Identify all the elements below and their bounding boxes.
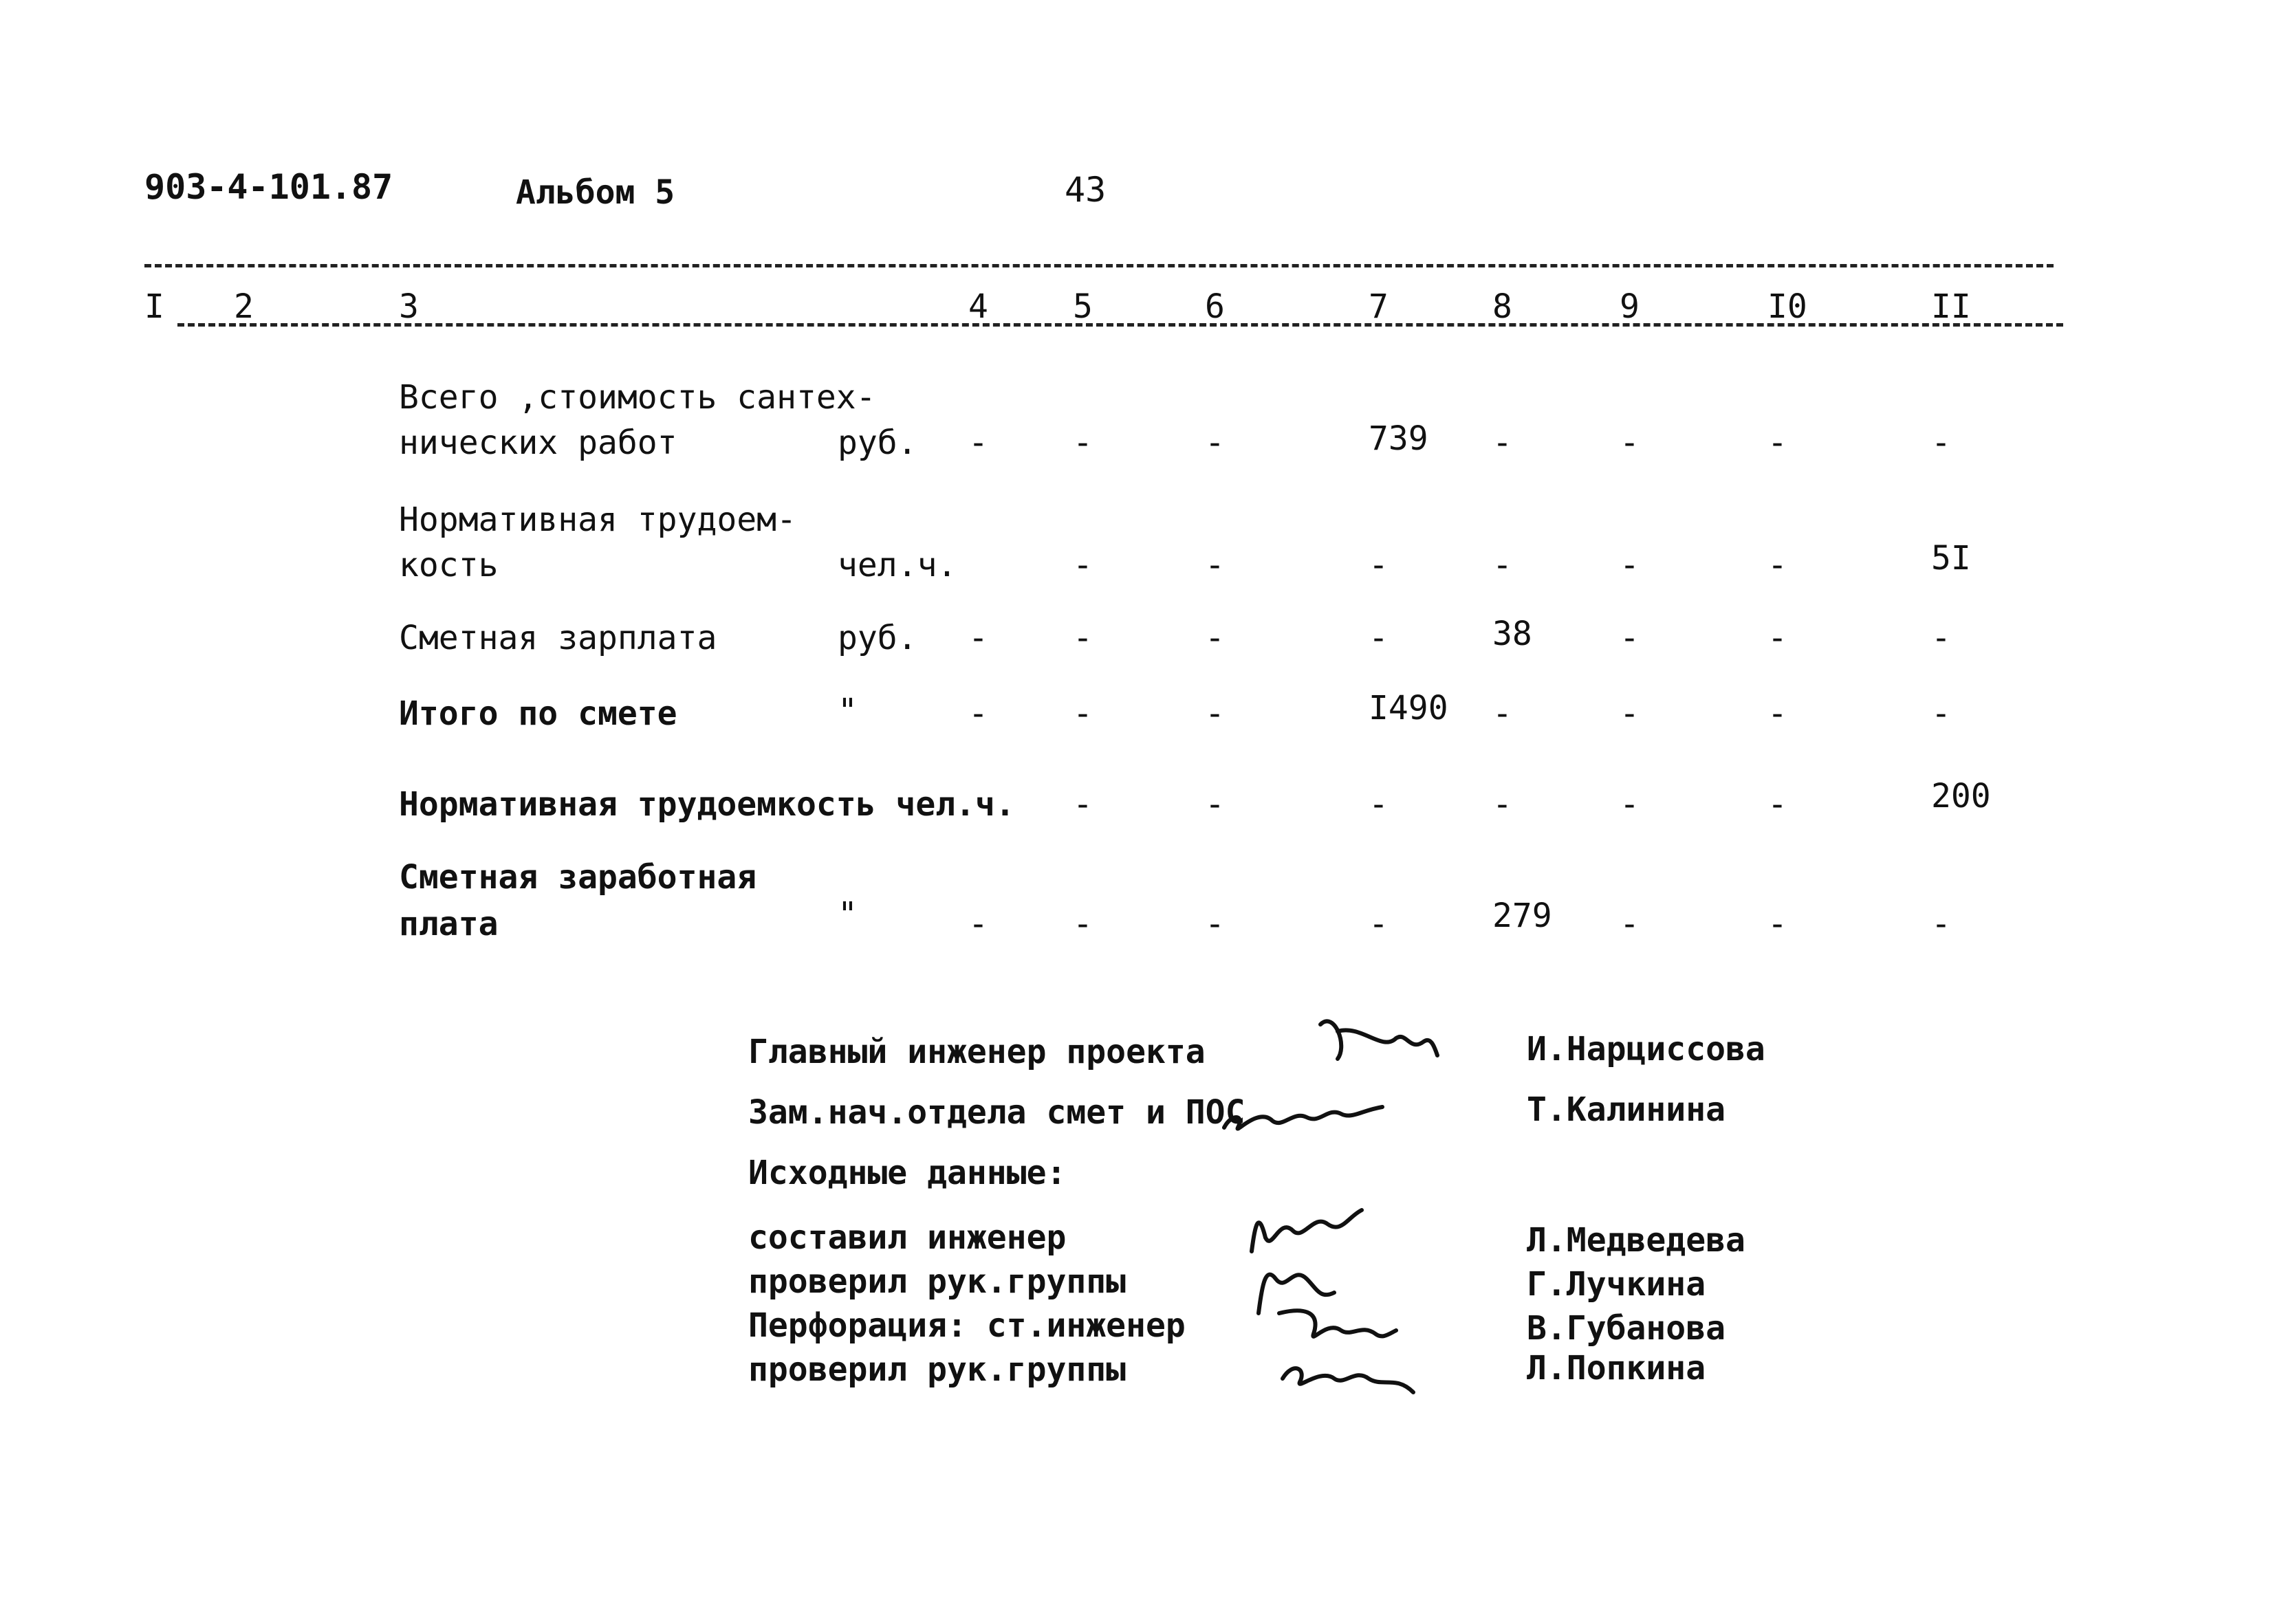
table-cell: - [1492,694,1512,733]
table-cell: - [968,619,988,657]
column-header: 2 [234,287,254,326]
column-header: I0 [1767,287,1807,326]
table-row-label: кость [399,546,499,584]
table-cell: I490 [1369,689,1448,727]
table-row-unit: " [838,692,858,730]
checked2-name: Л.Попкина [1527,1349,1706,1387]
table-cell: - [1620,905,1640,943]
table-cell: - [968,905,988,943]
column-header: 6 [1205,287,1225,326]
table-cell: - [1767,905,1787,943]
table-cell: - [1205,619,1225,657]
table-cell: - [1205,546,1225,584]
table-row-unit: руб. [838,424,917,462]
table-cell: - [1492,424,1512,462]
table-row-label: Нормативная трудоем- [399,501,796,539]
table-cell: - [1369,619,1389,657]
table-cell: 279 [1492,897,1552,935]
album-label: Альбом 5 [516,173,675,212]
table-cell: - [1931,905,1951,943]
chief-engineer-role: Главный инженер проекта [748,1033,1206,1071]
top-rule [144,264,2054,267]
page-number: 43 [1065,170,1107,210]
table-row-label: нических работ [399,424,677,462]
table-cell: - [968,424,988,462]
table-cell: - [1620,424,1640,462]
table-cell: - [1205,785,1225,824]
signature-checked2 [1272,1341,1424,1403]
table-cell: - [1073,785,1093,824]
table-row-unit: " [838,895,858,934]
table-cell: - [1620,619,1640,657]
table-cell: - [1767,619,1787,657]
table-cell: - [1931,694,1951,733]
column-header: 7 [1369,287,1389,326]
column-header: 5 [1073,287,1093,326]
column-header: I [144,287,164,326]
table-row-label: Сметная зарплата [399,619,717,657]
table-cell: 739 [1369,419,1428,458]
table-cell: - [1073,694,1093,733]
column-header: II [1931,287,1971,326]
source-data-heading: Исходные данные: [748,1154,1067,1192]
table-cell: - [1073,619,1093,657]
table-cell: - [1369,546,1389,584]
table-cell: - [1369,905,1389,943]
perforation-role: Перфорация: ст.инженер [748,1306,1186,1345]
column-header: 3 [399,287,419,326]
table-cell: - [1767,785,1787,824]
checked-role: проверил рук.группы [748,1262,1126,1301]
table-cell: - [968,694,988,733]
compiled-name: Л.Медведева [1527,1221,1745,1260]
table-row-unit: руб. [838,619,917,657]
table-cell: - [1767,424,1787,462]
table-cell: - [1620,785,1640,824]
table-cell: - [1205,694,1225,733]
table-cell: - [1931,424,1951,462]
table-cell: - [1620,546,1640,584]
table-row-label: Итого по смете [399,694,677,733]
table-cell: - [1205,424,1225,462]
table-cell: - [1767,694,1787,733]
table-cell: - [1205,905,1225,943]
perforation-name: В.Губанова [1527,1309,1726,1348]
table-cell: - [1931,619,1951,657]
table-cell: - [1073,546,1093,584]
table-cell: 38 [1492,615,1532,653]
deputy-head-name: Т.Калинина [1527,1090,1726,1129]
column-header: 8 [1492,287,1512,326]
table-cell: - [1369,785,1389,824]
table-row-label: плата [399,905,499,943]
table-row-label: Всего ,стоимость сантех- [399,378,876,417]
table-cell: - [1620,694,1640,733]
chief-engineer-name: И.Нарциссова [1527,1030,1765,1068]
checked2-role: проверил рук.группы [748,1350,1126,1389]
table-row-label: Сметная заработная [399,858,757,897]
signature-chief-engineer [1307,1004,1444,1079]
table-row-unit: чел.ч. [838,546,957,584]
table-cell: - [1073,905,1093,943]
compiled-role: составил инженер [748,1218,1067,1257]
table-cell: - [1492,785,1512,824]
deputy-head-role: Зам.нач.отдела смет и ПОС [748,1093,1245,1132]
table-cell: 200 [1931,777,1991,815]
document-code: 903-4-101.87 [144,167,393,207]
column-header: 9 [1620,287,1640,326]
signature-deputy-head [1217,1086,1396,1141]
table-cell: 5I [1931,539,1971,578]
table-cell: - [1767,546,1787,584]
column-header: 4 [968,287,988,326]
table-row-label: Нормативная трудоемкость чел.ч. [399,785,1015,824]
table-cell: - [1073,424,1093,462]
checked-name: Г.Лучкина [1527,1265,1706,1304]
table-cell: - [1492,546,1512,584]
